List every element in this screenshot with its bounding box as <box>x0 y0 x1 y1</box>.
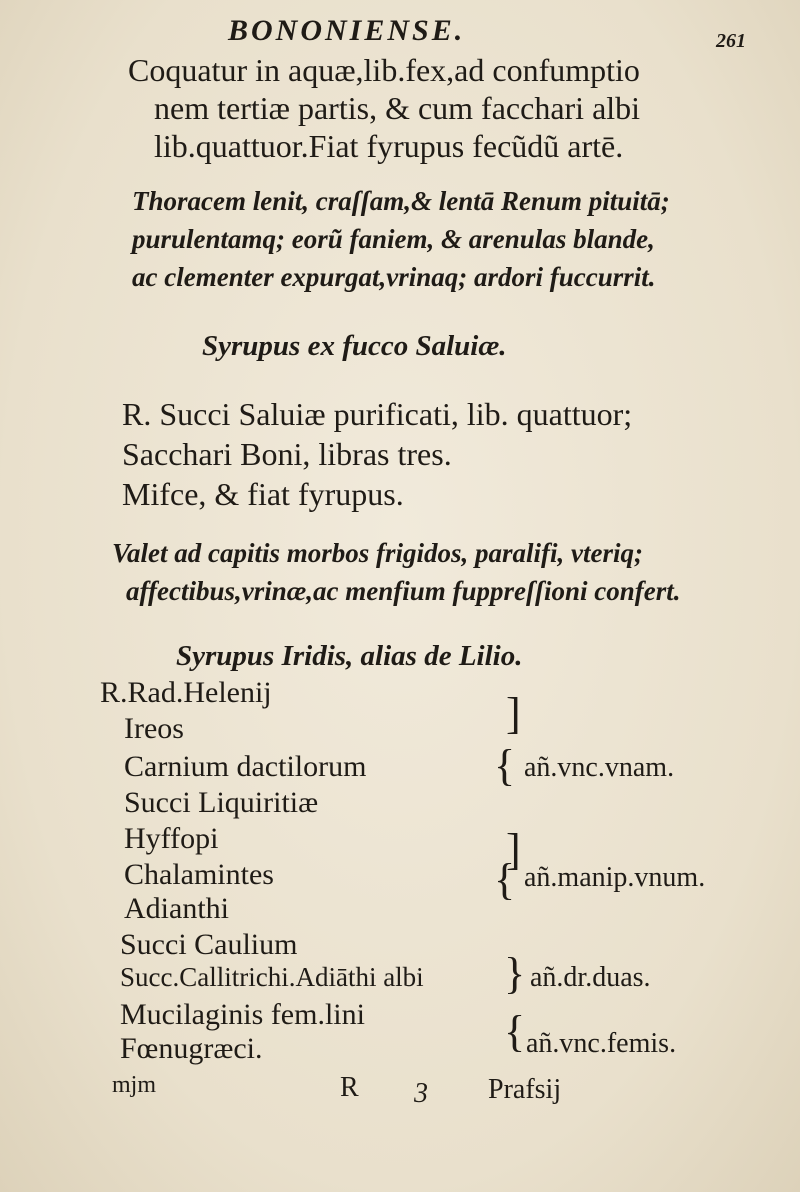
paragraph-line: purulentamq; eorũ faniem, & arenulas blande, <box>132 224 655 254</box>
ingredient: Adianthi <box>124 892 229 925</box>
brace: { <box>494 855 516 904</box>
brace: { <box>504 1007 526 1056</box>
paragraph-line: Valet ad capitis morbos frigidos, paralifi, vteriq; <box>112 538 643 568</box>
section-heading: Syrupus Iridis, alias de Lilio. <box>176 640 523 672</box>
dose: añ.vnc.femis. <box>526 1028 677 1059</box>
ingredient: Succi Liquiritiæ <box>124 786 319 819</box>
ingredient: R.Rad.Helenij <box>100 676 272 709</box>
paragraph-line: affectibus,vrinæ,ac menfium fuppreſſioni confert. <box>126 576 681 606</box>
ingredient: Succ.Callitrichi.Adiāthi albi <box>120 962 424 992</box>
paragraph-line: ac clementer expurgat,vrinaq; ardori fuccurrit. <box>132 262 656 292</box>
dose: añ.vnc.vnam. <box>524 752 675 783</box>
ingredient: Hyffopi <box>124 822 219 855</box>
brace: ] <box>506 825 521 874</box>
recipe-line: Sacchari Boni, libras tres. <box>122 436 452 472</box>
page-number: 261 <box>716 30 746 52</box>
paragraph-line: Thoracem lenit, craſſam,& lentā Renum pituitā; <box>132 186 670 216</box>
dose: añ.dr.duas. <box>530 962 651 993</box>
paragraph-line: nem tertiæ partis, & cum facchari albi <box>154 90 641 126</box>
brace: { <box>494 741 516 790</box>
paragraph-line: Coquatur in aquæ,lib.fex,ad confumptio <box>128 52 640 88</box>
dose: añ.manip.vnum. <box>524 862 706 893</box>
brace: } <box>504 949 526 998</box>
recipe-line: Mifce, & fiat fyrupus. <box>122 476 404 512</box>
ingredient: Chalamintes <box>124 858 274 891</box>
signature-mark: mjm <box>112 1072 157 1098</box>
catchword-number: 3 <box>414 1078 428 1109</box>
brace: ] <box>506 689 521 738</box>
recipe-line: R. Succi Saluiæ purificati, lib. quattuor; <box>122 396 633 432</box>
paragraph-line: lib.quattuor.Fiat fyrupus fecũdũ artē. <box>154 128 624 164</box>
running-head: BONONIENSE. <box>228 14 466 47</box>
ingredient: Mucilaginis fem.lini <box>120 998 365 1031</box>
ingredient: Fœnugræci. <box>120 1032 263 1065</box>
catchword: Prafsij <box>488 1074 562 1105</box>
section-heading: Syrupus ex fucco Saluiæ. <box>202 330 507 362</box>
ingredient: Succi Caulium <box>120 928 298 961</box>
ingredient: Ireos <box>124 712 184 745</box>
catchword-letter: R <box>340 1072 359 1103</box>
ingredient: Carnium dactilorum <box>124 750 367 783</box>
